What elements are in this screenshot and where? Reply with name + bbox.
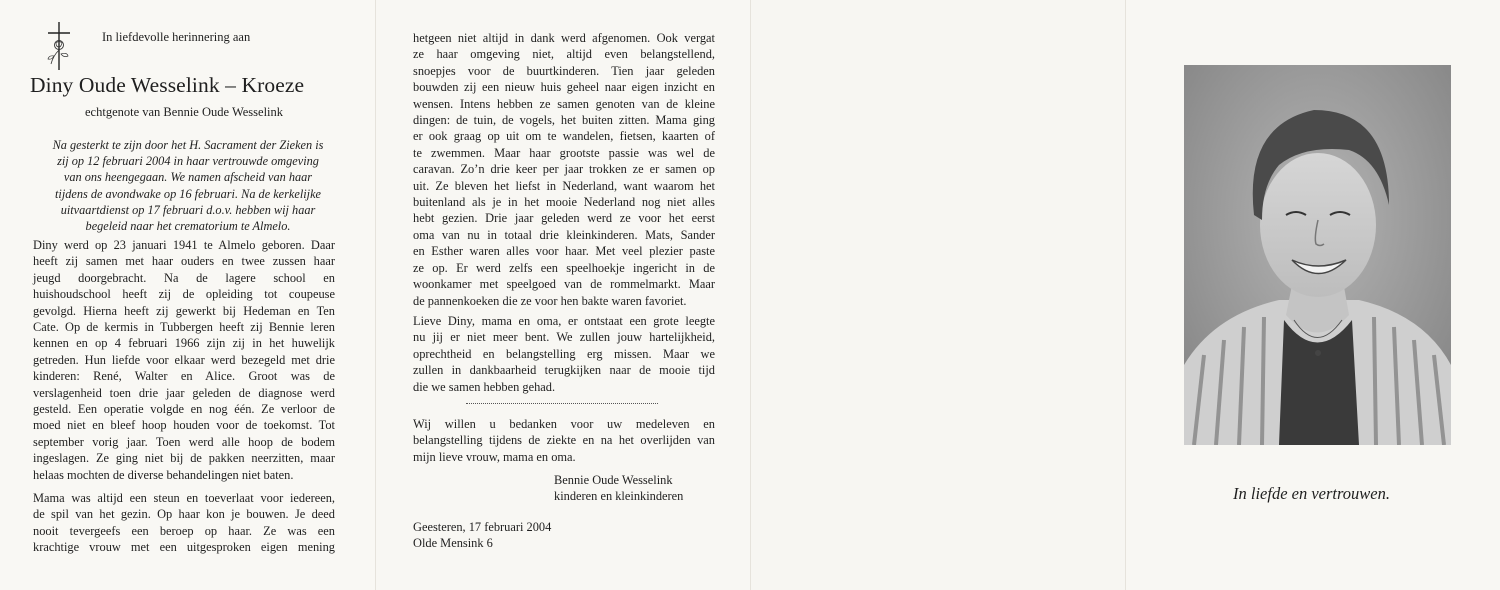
text-line: woonkamer met speelgoed van de rommelmarkt. Maar xyxy=(413,277,715,292)
text-line: hebt gezien. Drie jaar geleden werd ze voor het eerst xyxy=(413,211,715,226)
portrait-photo xyxy=(1184,65,1451,445)
text-line: de pannenkoeken die ze voor hen bakte waren favoriet. xyxy=(413,293,687,308)
text-line: Diny werd op 23 januari 1941 te Almelo geboren. Daar xyxy=(33,238,335,252)
text-line: jeugd doorgebracht. Na de lagere school en xyxy=(33,270,335,285)
text-line: en Esther waren alles voor haar. Met veel plezier paste xyxy=(413,244,715,259)
text-line: Mama was altijd een steun en toeverlaat voor iedereen, xyxy=(33,491,335,505)
text-line: ze op. Er werd zelfs een speelhoekje ingericht in de xyxy=(413,260,715,275)
intro-text: In liefdevolle herinnering aan xyxy=(102,30,251,44)
text-line: mijn lieve vrouw, mama en oma. xyxy=(413,449,576,464)
text-line: nu jij er niet meer bent. We zullen jouw hartelijkheid, xyxy=(413,330,715,345)
text-line: heeft zij samen met haar ouders en twee zussen haar xyxy=(33,254,335,269)
text-line: september vorig jaar. Toen werd alle hoop de bodem xyxy=(33,434,335,449)
text-line: Olde Mensink 6 xyxy=(413,536,493,551)
text-line: zij op 12 februari 2004 in haar vertrouwde omgeving xyxy=(57,154,319,169)
text-line: verslagenheid toen drie jaar geleden de diagnose werd xyxy=(33,385,335,400)
text-line: tijdens de avondwake op 16 februari. Na de kerkelijke xyxy=(54,186,322,201)
text-line: die we samen hebben gehad. xyxy=(413,379,556,394)
text-line: krachtige vrouw met een uitgesproken eigen mening xyxy=(33,540,335,555)
text-line: begeleid naar het crematorium te Almelo. xyxy=(85,219,291,234)
fold-line xyxy=(1125,0,1126,590)
text-line: caravan. Zo’n drie keer per jaar trokken ze er samen op xyxy=(413,162,715,177)
text-line: de spil van het gezin. Op haar kon je bouwen. Je deed xyxy=(33,507,335,522)
text-line: helaas mochten de diverse behandelingen niet baten. xyxy=(33,467,294,482)
text-line: huishoudschool heeft zij de opleiding tot coupeuse xyxy=(33,287,335,302)
text-line: ze haar omgeving niet, altijd even belangstellend, xyxy=(413,47,715,62)
deceased-name: Diny Oude Wesselink – Kroeze xyxy=(30,73,305,97)
text-line: oma van nu in totaal drie kleinkinderen. Mats, Sander xyxy=(413,227,715,242)
place-date-block xyxy=(413,519,551,552)
text-line: Na gesterkt te zijn door het H. Sacrament der Zieken is xyxy=(52,138,324,152)
text-line: kinderen: René, Walter en Alice. Groot was de xyxy=(33,369,335,384)
text-line: uitvaartdienst op 17 februari d.o.v. hebben wij haar xyxy=(60,202,316,217)
text-line: Lieve Diny, mama en oma, er ontstaat een grote leegte xyxy=(413,314,715,328)
continuation-paragraph xyxy=(413,30,715,309)
text-line: ingeslagen. Ze ging niet bij de pakken neerzitten, maar xyxy=(33,451,335,466)
thanks-paragraph xyxy=(413,416,715,465)
text-line: nooit tevergeefs een beroep op haar. Ze was een xyxy=(33,523,335,538)
text-line: belangstelling tijdens de ziekte en na het overlijden van xyxy=(413,433,715,448)
spouse-line: echtgenote van Bennie Oude Wesselink xyxy=(85,105,284,119)
fold-line xyxy=(375,0,376,590)
text-line: buitenland als je in het mooie Nederland nog niet alles xyxy=(413,195,715,210)
text-line: hetgeen niet altijd in dank werd afgenomen. Ook vergat xyxy=(413,31,715,45)
text-line: van ons heengegaan. We namen afscheid van haar xyxy=(63,170,313,185)
sacrament-text xyxy=(28,137,348,234)
farewell-paragraph xyxy=(413,313,715,395)
text-line: gevolgd. Hierna heeft zij gewerkt bij Hedeman en Ten xyxy=(33,303,335,318)
text-line: uit. Ze bleven het liefst in Nederland, want waarom het xyxy=(413,178,715,193)
biography-paragraph xyxy=(33,237,335,483)
text-line: oprechtheid en belangstelling erg missen. Maar we xyxy=(413,346,715,361)
text-line: getreden. Hun liefde voor elkaar werd bezegeld met drie xyxy=(33,352,335,367)
motto: In liefde en vertrouwen. xyxy=(1233,484,1391,503)
text-line: snoepjes voor de buurtkinderen. Tien jaar geleden xyxy=(413,63,715,78)
text-line: Cate. Op de kermis in Tubbergen heeft zij Bennie leren xyxy=(33,320,335,335)
text-line: er ook graag op uit om te wandelen, fietsen, kaarten of xyxy=(413,129,715,144)
fold-line xyxy=(750,0,751,590)
text-line: wensen. Intens hebben ze samen genoten van de kleine xyxy=(413,96,715,111)
text-line: Geesteren, 17 februari 2004 xyxy=(413,520,552,534)
signature-block xyxy=(554,472,683,505)
text-line: bouwden zij een nieuw huis geheel naar eigen inzicht en xyxy=(413,80,715,95)
mama-paragraph xyxy=(33,490,335,556)
text-line: kennen en op 4 februari 1966 zijn zij in het huwelijk xyxy=(33,336,335,351)
text-line: kinderen en kleinkinderen xyxy=(554,489,684,504)
dotted-separator xyxy=(466,403,658,404)
card-panel-blank xyxy=(750,0,1125,590)
text-line: zullen in dankbaarheid terugkijken naar de mooie tijd xyxy=(413,363,715,378)
text-line: moed niet en bleef hoop houden voor de toekomst. Tot xyxy=(33,418,335,433)
text-line: gesteld. Een operatie volgde en nog één. Ze verloor de xyxy=(33,402,335,417)
text-line: dingen: de tuin, de vogels, het buiten zitten. Mama ging xyxy=(413,113,715,128)
text-line: Bennie Oude Wesselink xyxy=(554,473,673,487)
cross-rose-icon xyxy=(42,20,76,72)
text-line: te zwemmen. Maar haar grootste passie was wel de xyxy=(413,145,715,160)
text-line: Wij willen u bedanken voor uw medeleven en xyxy=(413,417,715,431)
